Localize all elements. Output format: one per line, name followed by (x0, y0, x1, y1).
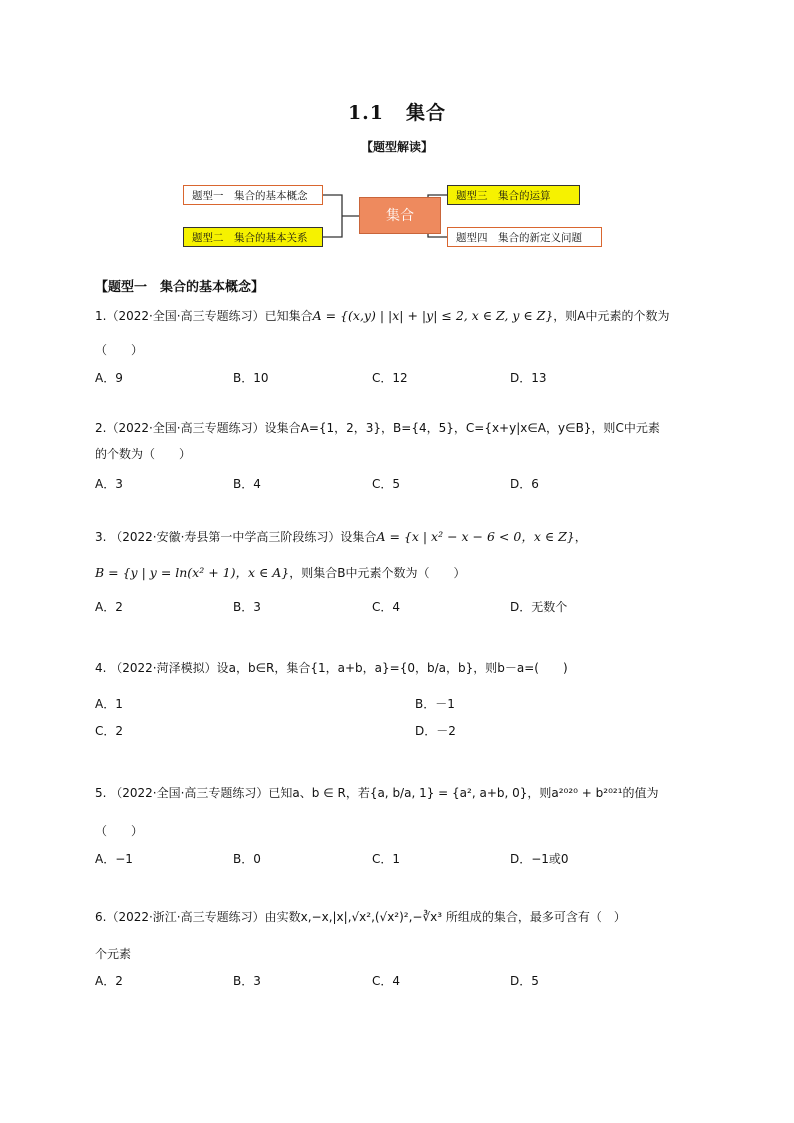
question-5: 5. （2022·全国·高三专题练习）已知a、b ∈ R，若{a, b/a, 1} = {a², a+b, 0}，则a²⁰²⁰ + b²⁰²¹的值为 (95, 786, 659, 800)
option-b[interactable]: B．3 (233, 600, 261, 614)
option-c[interactable]: C．12 (372, 371, 408, 385)
option-c[interactable]: C．4 (372, 600, 401, 614)
subtitle: 【题型解读】 (360, 140, 433, 154)
question-3: 3. （2022·安徽·寿县第一中学高三阶段练习）设集合A = {x | x² − x − 6 < 0，x ∈ Z}， (95, 529, 587, 544)
question-1: 1.（2022·全国·高三专题练习）已知集合A = {(x,y) | |x| + |y| ≤ 2, x ∈ Z, y ∈ Z}，则A中元素的个数为 (95, 308, 670, 323)
option-c[interactable]: C．2 (95, 724, 124, 738)
answer-paren-5: （ ） (95, 824, 144, 838)
option-d[interactable]: D．13 (510, 371, 547, 385)
page-title: 1.1 集合 (347, 102, 447, 124)
question-3-line2: B = {y | y = ln(x² + 1)，x ∈ A}，则集合B中元素个数为（ ） (95, 565, 466, 580)
option-a[interactable]: A．2 (95, 974, 123, 988)
mindmap-center: 集合 (359, 197, 441, 234)
option-d[interactable]: D．－2 (415, 724, 456, 738)
answer-paren-1: （ ） (95, 343, 144, 357)
option-b[interactable]: B．－1 (415, 697, 455, 711)
option-a[interactable]: A．9 (95, 371, 123, 385)
option-a[interactable]: A．−1 (95, 852, 133, 866)
mindmap-topic-3: 题型三 集合的运算 (447, 185, 580, 205)
mind-map (180, 175, 610, 255)
question-2: 2.（2022·全国·高三专题练习）设集合A={1，2，3}，B={4，5}，C={x+y|x∈A，y∈B}，则C中元素 (95, 421, 660, 435)
option-b[interactable]: B．4 (233, 477, 261, 491)
option-b[interactable]: B．3 (233, 974, 261, 988)
option-b[interactable]: B．0 (233, 852, 261, 866)
option-a[interactable]: A．2 (95, 600, 123, 614)
question-4: 4. （2022·菏泽模拟）设a，b∈R，集合{1，a+b，a}={0，b/a，b}，则b－a=( ) (95, 661, 568, 675)
option-c[interactable]: C．5 (372, 477, 401, 491)
option-b[interactable]: B．10 (233, 371, 269, 385)
option-d[interactable]: D．−1或0 (510, 852, 569, 866)
question-6: 6.（2022·浙江·高三专题练习）由实数x,−x,|x|,√x²,(√x²)²,−∛x³ 所组成的集合，最多可含有（ ） (95, 910, 626, 924)
option-a[interactable]: A．3 (95, 477, 123, 491)
option-d[interactable]: D．6 (510, 477, 539, 491)
option-a[interactable]: A．1 (95, 697, 123, 711)
option-d[interactable]: D．5 (510, 974, 539, 988)
question-2-line2: 的个数为（ ） (95, 447, 192, 461)
option-c[interactable]: C．4 (372, 974, 401, 988)
mindmap-topic-2: 题型二 集合的基本关系 (183, 227, 323, 247)
question-6-line2: 个元素 (95, 947, 132, 961)
mindmap-topic-4: 题型四 集合的新定义问题 (447, 227, 602, 247)
section-heading: 【题型一 集合的基本概念】 (95, 280, 265, 295)
option-d[interactable]: D．无数个 (510, 600, 568, 614)
option-c[interactable]: C．1 (372, 852, 401, 866)
mindmap-topic-1: 题型一 集合的基本概念 (183, 185, 323, 205)
